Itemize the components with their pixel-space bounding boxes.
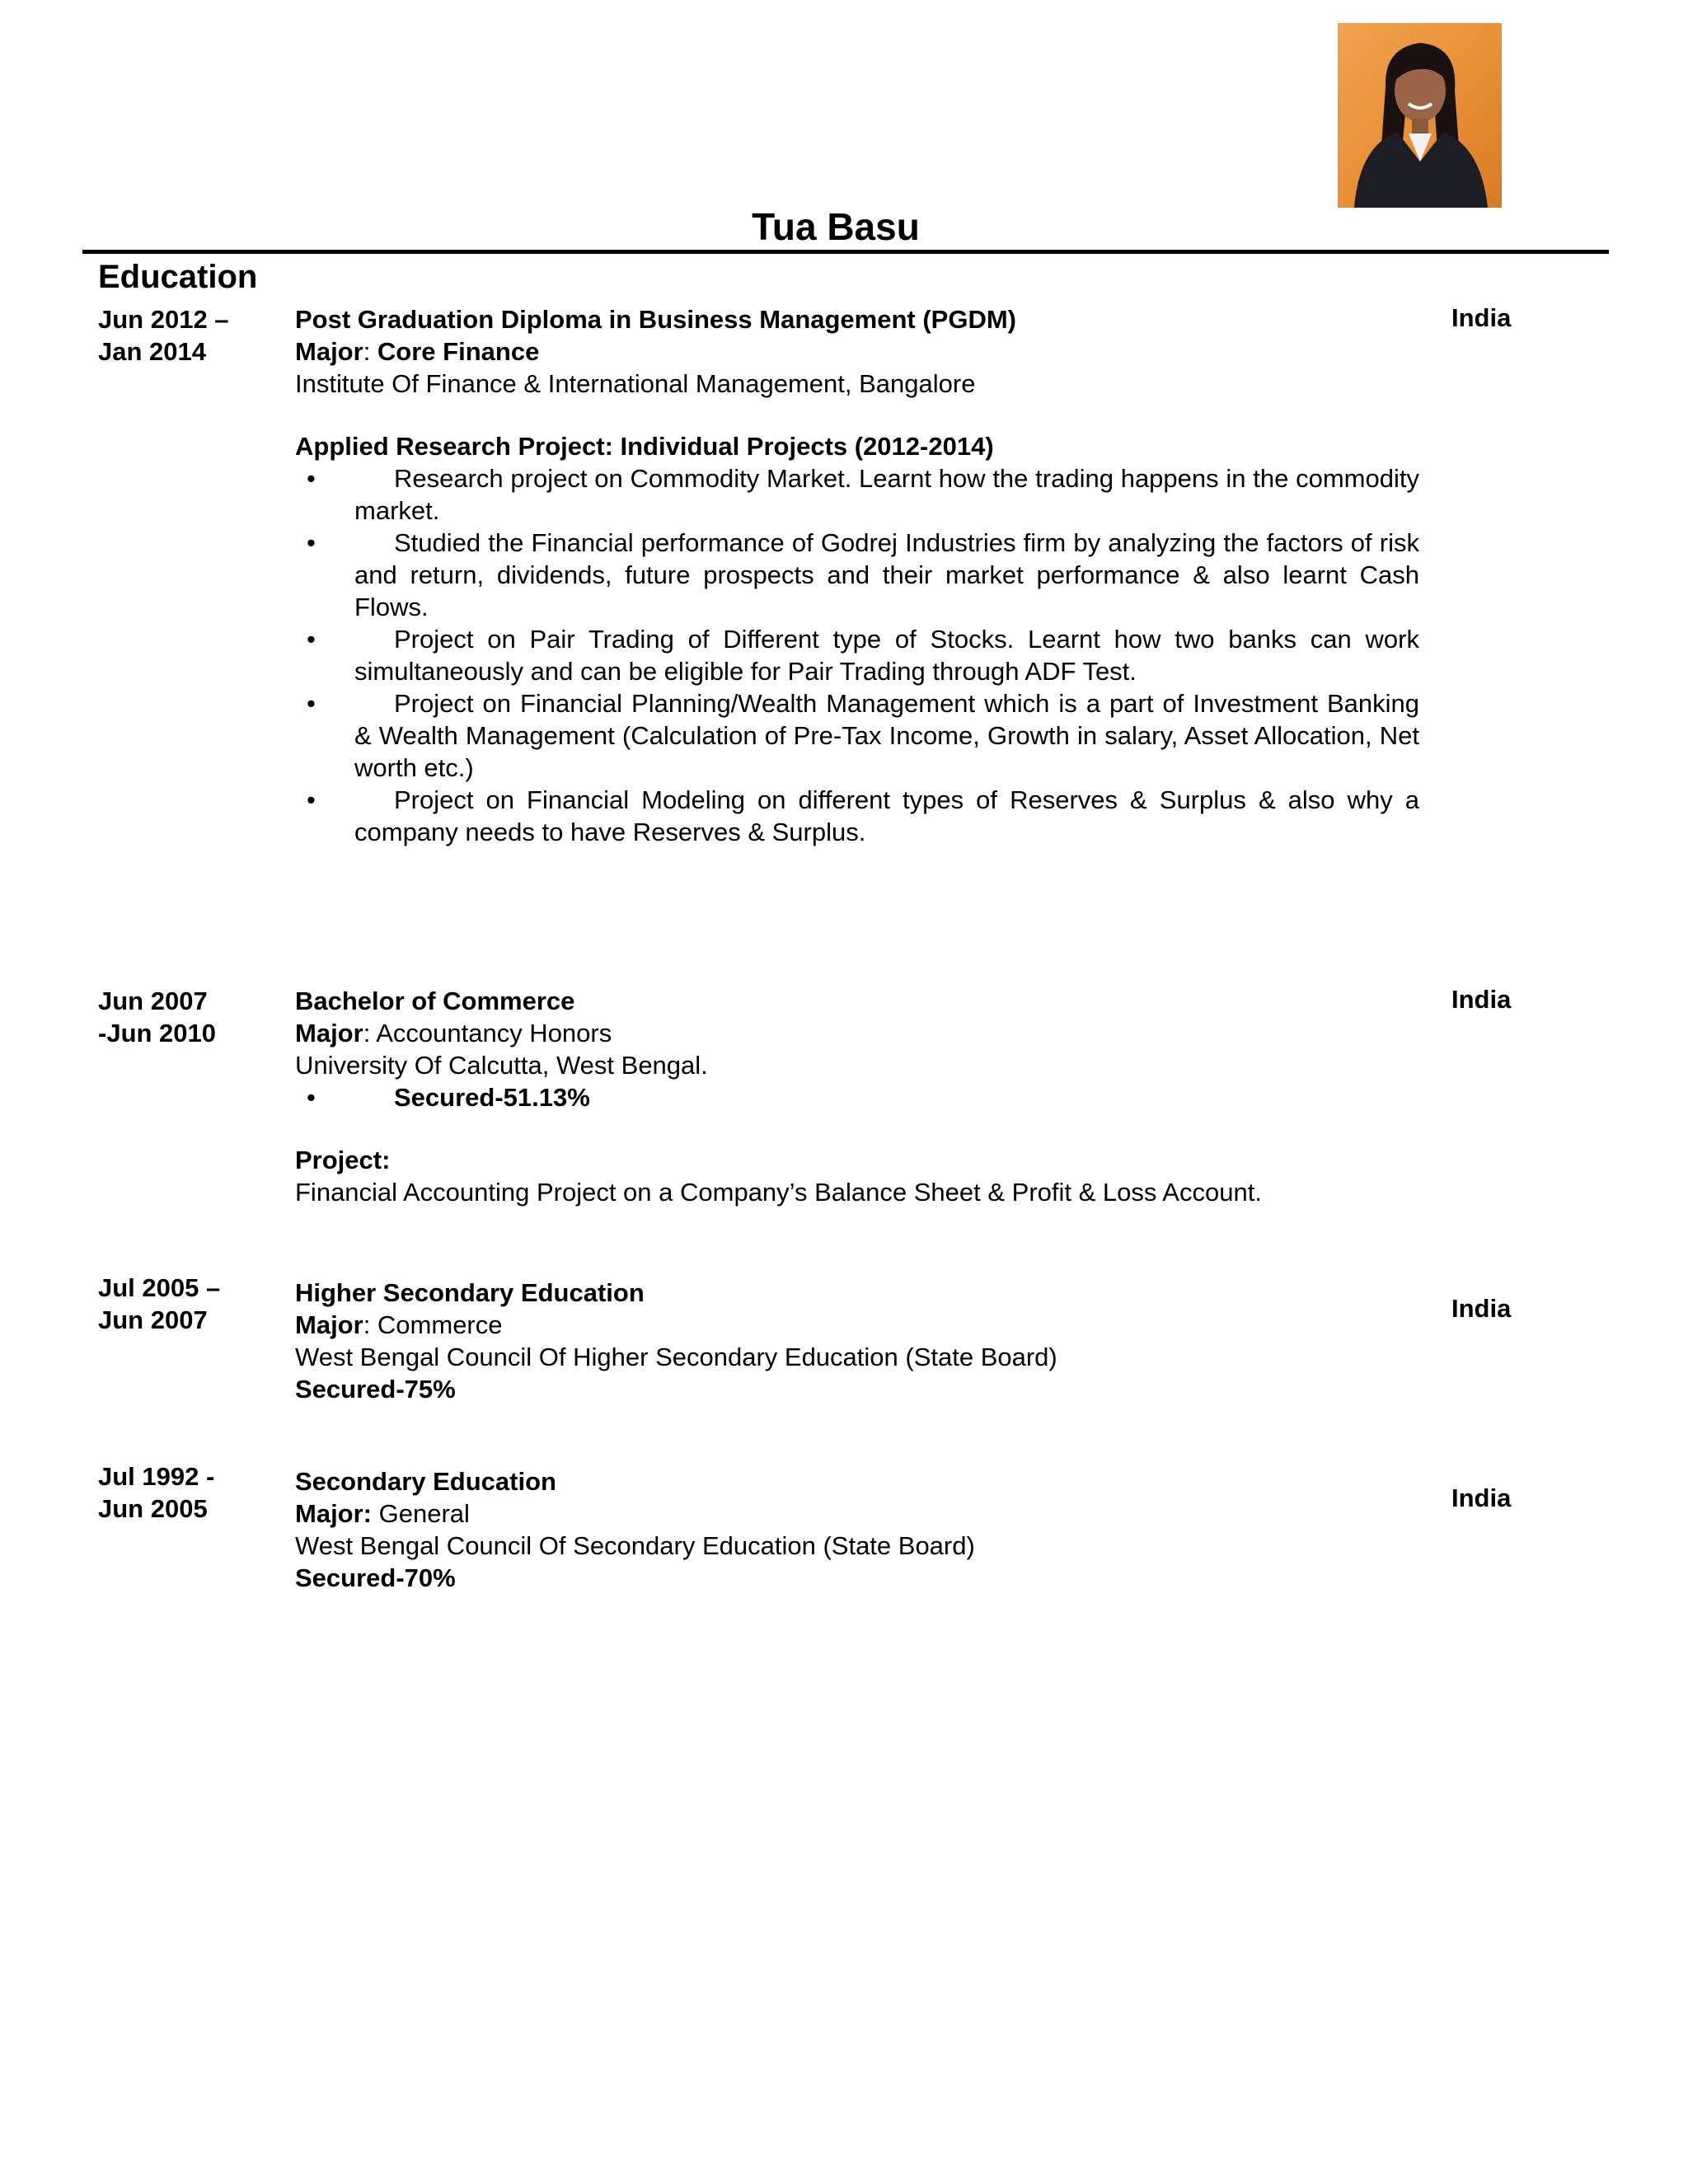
major-value: Accountancy Honors xyxy=(376,1019,612,1047)
section-title-education: Education xyxy=(98,259,258,295)
major-label: Major xyxy=(295,1019,363,1047)
education-entry-higher-secondary xyxy=(295,1272,1419,1405)
major-label: Major xyxy=(295,337,363,366)
education-entry-bcom xyxy=(295,985,1419,1208)
list-item: • Project on Financial Planning/Wealth Management which is a part of Investment Banking & Wealth Management (Calculation of Pre-Tax Income, Growth in salary, Asset Allocation, Net worth etc.) xyxy=(307,689,1419,782)
profile-photo xyxy=(1338,23,1502,208)
major-label: Major xyxy=(295,1310,363,1339)
secured-score: Secured-75% xyxy=(295,1375,456,1404)
bullet-icon: • xyxy=(307,1083,316,1112)
major-line xyxy=(295,1497,1419,1530)
entry-date-end: -Jun 2010 xyxy=(98,1019,217,1047)
education-entry-secondary xyxy=(295,1460,1419,1594)
major-line: Major: Accountancy Honors xyxy=(295,1019,612,1047)
entry-location: India xyxy=(1451,1483,1512,1512)
major-value: Core Finance xyxy=(377,337,540,366)
degree-title: Secondary Education xyxy=(295,1467,556,1496)
entry-date-end: Jun 2007 xyxy=(98,1305,208,1334)
project-heading: Applied Research Project: Individual Projects (2012-2014) xyxy=(295,432,994,461)
entry-date-end: Jan 2014 xyxy=(98,337,206,366)
entry-location: India xyxy=(1451,1294,1512,1323)
entry-date-start: Jun 2007 xyxy=(98,987,208,1015)
list-item: • Project on Pair Trading of Different type of Stocks. Learnt how two banks can work simultaneously and can be eligible for Pair Trading through ADF Test. xyxy=(307,625,1419,686)
project-text: Financial Accounting Project on a Company’s Balance Sheet & Profit & Loss Account. xyxy=(295,1178,1262,1207)
list-item xyxy=(295,1081,1419,1113)
entry-date-start: Jul 1992 - xyxy=(98,1462,215,1491)
major-value: Commerce xyxy=(377,1310,503,1339)
institution: West Bengal Council Of Higher Secondary Education (State Board) xyxy=(295,1343,1057,1371)
institution: Institute Of Finance & International Management, Bangalore xyxy=(295,369,976,398)
bullet-icon: • xyxy=(307,689,316,718)
degree-title: Post Graduation Diploma in Business Management (PGDM) xyxy=(295,305,1016,334)
score-list xyxy=(295,1081,1419,1113)
entry-location: India xyxy=(1451,303,1512,332)
entry-date xyxy=(98,985,216,1049)
entry-date xyxy=(98,1272,220,1336)
entry-date xyxy=(98,1460,214,1525)
major-line: Major: Commerce xyxy=(295,1310,503,1339)
candidate-name: Tua Basu xyxy=(752,205,920,248)
degree-title: Bachelor of Commerce xyxy=(295,987,575,1015)
entry-date-end: Jun 2005 xyxy=(98,1494,208,1523)
header-divider xyxy=(82,250,1609,254)
education-entry-pgdm xyxy=(295,303,1419,848)
secured-score: Secured-70% xyxy=(295,1563,456,1592)
bullet-icon: • xyxy=(307,785,316,814)
bullet-icon: • xyxy=(307,464,316,493)
major-label: Major: xyxy=(295,1499,372,1528)
entry-location: India xyxy=(1451,985,1512,1014)
degree-title: Higher Secondary Education xyxy=(295,1278,645,1307)
major-value: General xyxy=(378,1499,470,1528)
project-label: Project: xyxy=(295,1146,391,1174)
entry-date-start: Jul 2005 – xyxy=(98,1273,221,1302)
list-item: • Research project on Commodity Market. Learnt how the trading happens in the commodity market. xyxy=(307,464,1419,525)
major-line: Major: Core Finance xyxy=(295,337,540,366)
institution: West Bengal Council Of Secondary Education (State Board) xyxy=(295,1531,975,1560)
entry-date xyxy=(98,303,229,368)
list-item: • Project on Financial Modeling on different types of Reserves & Surplus & also why a company needs to have Reserves & Surplus. xyxy=(307,785,1419,846)
project-list xyxy=(295,462,1419,848)
list-item: • Studied the Financial performance of Godrej Industries firm by analyzing the factors of risk and return, dividends, future prospects and their market performance & also learnt Cash Flows. xyxy=(307,528,1419,621)
secured-score: Secured-51.13% xyxy=(394,1083,590,1112)
bullet-icon: • xyxy=(307,528,316,557)
institution: University Of Calcutta, West Bengal. xyxy=(295,1051,708,1080)
bullet-icon: • xyxy=(307,625,316,654)
entry-date-start: Jun 2012 – xyxy=(98,305,229,334)
